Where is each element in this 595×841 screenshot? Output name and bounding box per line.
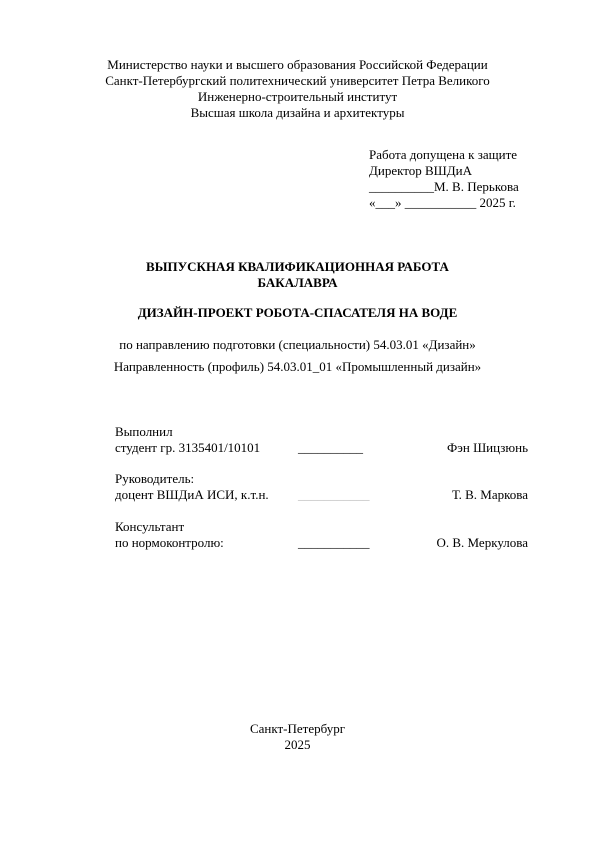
footer-city: Санкт-Петербург xyxy=(249,721,346,736)
consultant-role: Консультант xyxy=(115,519,185,534)
work-type-line-1: ВЫПУСКНАЯ КВАЛИФИКАЦИОННАЯ РАБОТА xyxy=(146,259,449,274)
work-type-title xyxy=(0,259,595,291)
study-direction: по направлению подготовки (специальности) 54.03.01 «Дизайн» xyxy=(119,337,476,352)
approval-block xyxy=(369,147,549,211)
institute-line: Инженерно-строительный институт xyxy=(197,89,398,104)
supervisor-signature-block xyxy=(115,471,528,503)
footer xyxy=(0,721,595,753)
supervisor-position: доцент ВШДиА ИСИ, к.т.н. xyxy=(115,487,269,502)
ministry-line: Министерство науки и высшего образования Российской Федерации xyxy=(107,57,488,72)
thesis-topic: ДИЗАЙН-ПРОЕКТ РОБОТА-СПАСАТЕЛЯ НА ВОДЕ xyxy=(137,305,458,320)
school-line: Высшая школа дизайна и архитектуры xyxy=(190,105,405,120)
executor-signature-block xyxy=(115,424,528,456)
executor-signature-line: __________ xyxy=(298,440,363,455)
approval-line-date: «___» ___________ 2025 г. xyxy=(369,195,516,210)
consultant-area: по нормоконтролю: xyxy=(115,535,224,550)
supervisor-signature-line: ___________ xyxy=(298,487,370,502)
approval-line-signature: __________М. В. Перькова xyxy=(369,179,519,194)
consultant-signature-block xyxy=(115,519,528,551)
approval-line-director: Директор ВШДиА xyxy=(369,163,472,178)
university-line: Санкт-Петербургский политехнический университет Петра Великого xyxy=(105,73,490,88)
consultant-signature-line: ___________ xyxy=(298,535,370,550)
executor-name: Фэн Шицзюнь xyxy=(447,440,528,455)
supervisor-name: Т. В. Маркова xyxy=(451,487,528,502)
footer-year: 2025 xyxy=(284,737,311,752)
consultant-name: О. В. Меркулова xyxy=(436,535,528,550)
supervisor-role: Руководитель: xyxy=(115,471,195,486)
approval-line-admitted: Работа допущена к защите xyxy=(369,147,518,162)
study-profile: Направленность (профиль) 54.03.01_01 «Промышленный дизайн» xyxy=(113,359,482,374)
executor-role: Выполнил xyxy=(115,424,173,439)
executor-group: студент гр. 3135401/10101 xyxy=(115,440,261,455)
work-type-line-2: БАКАЛАВРА xyxy=(257,275,338,290)
institution-header xyxy=(0,57,595,121)
